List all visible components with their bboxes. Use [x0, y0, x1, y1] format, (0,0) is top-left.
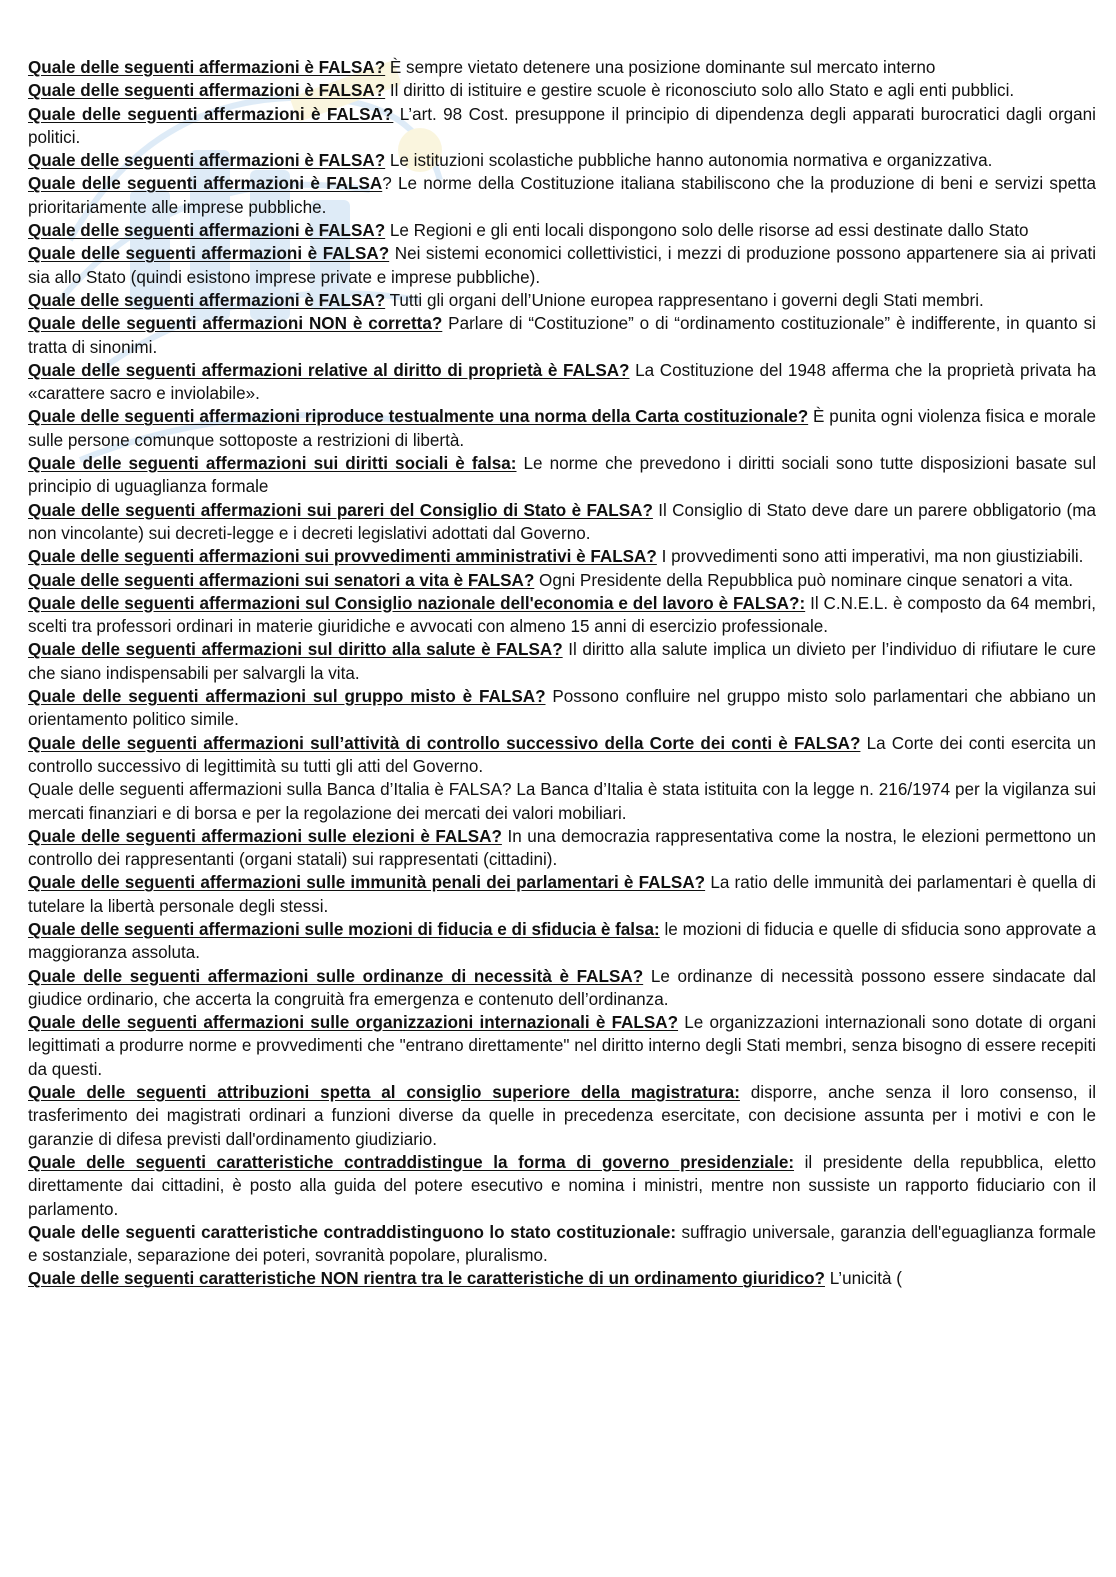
question-text: Quale delle seguenti affermazioni sui provvedimenti amministrativi è FALSA? [28, 547, 657, 567]
qa-entry [28, 359, 1096, 406]
question-text: Quale delle seguenti affermazioni è FALSA [28, 174, 383, 194]
question-text: Quale delle seguenti affermazioni sulle ordinanze di necessità è FALSA? [28, 966, 644, 986]
qa-entry [28, 79, 1096, 102]
answer-text: La ratio delle immunità dei parlamentari è quella di tutelare la libertà personale degli stessi. [28, 873, 1096, 916]
question-text: Quale delle seguenti affermazioni è FALSA? [28, 104, 394, 124]
answer-text: Le istituzioni scolastiche pubbliche hanno autonomia normativa e organizzativa. [385, 151, 993, 171]
qa-entry [28, 965, 1096, 1012]
answer-text: La Costituzione del 1948 afferma che la proprietà privata ha «carattere sacro e inviolabile». [28, 360, 1097, 404]
answer-text: Ogni Presidente della Repubblica può nominare cinque senatori a vita. [534, 570, 1074, 590]
qa-entry [28, 312, 1096, 359]
qa-entry [28, 499, 1096, 546]
question-text: Quale delle seguenti caratteristiche contraddistingue la forma di governo presidenziale: [28, 1152, 795, 1172]
qa-entry [28, 732, 1096, 779]
answer-text: Tutti gli organi dell’Unione europea rappresentano i governi degli Stati membri. [385, 290, 984, 310]
qa-entry [28, 545, 1096, 568]
question-text: Quale delle seguenti affermazioni riproduce testualmente una norma della Carta costituzionale? [28, 407, 809, 427]
answer-text: il presidente della repubblica, eletto direttamente dai cittadini, è posto alla guida del potere esecutivo e nomina i ministri, mentre non sussiste un rapporto fiduciario con il parlamento. [28, 1152, 1097, 1219]
question-text: Quale delle seguenti affermazioni relative al diritto di proprietà è FALSA? [28, 360, 630, 380]
answer-text: Parlare di “Costituzione” o di “ordinamento costituzionale” è indifferente, in quanto si tratta di sinonimi. [28, 314, 1096, 357]
answer-text: Le ordinanze di necessità possono essere sindacate dal giudice ordinario, che accerta la congruità fra emergenza e contenuto dell’ordinanza. [28, 966, 1096, 1009]
question-text: Quale delle seguenti affermazioni sulle mozioni di fiducia e di sfiducia è falsa: [28, 919, 660, 939]
question-text: Quale delle seguenti caratteristiche contraddistinguono lo stato costituzionale: [28, 1222, 677, 1242]
question-text: Quale delle seguenti affermazioni sulle immunità penali dei parlamentari è FALSA? [28, 873, 706, 893]
answer-text: disporre, anche senza il loro consenso, il trasferimento dei magistrati ordinari a funzioni diverse da quelle in precedenza esercitate, con decisione assunta per i motivi e con le garanzie di difesa previsti dall'ordinamento giudiziario. [28, 1083, 1097, 1149]
qa-entry [28, 172, 1096, 219]
answer-text: ? Le norme della Costituzione italiana stabiliscono che la produzione di beni e servizi spetta prioritariamente alle imprese pubbliche. [28, 174, 1096, 217]
answer-text: suffragio universale, garanzia dell'eguaglianza formale e sostanziale, separazione dei poteri, sovranità popolare, pluralismo. [28, 1222, 1096, 1266]
question-text: Quale delle seguenti affermazioni sulle organizzazioni internazionali è FALSA? [28, 1013, 679, 1033]
qa-entry [28, 1151, 1096, 1221]
qa-entry [28, 289, 1096, 312]
qa-entry [28, 592, 1096, 639]
answer-text: Il Consiglio di Stato deve dare un parere obbligatorio (ma non vincolante) sui decreti-legge e i decreti legislativi adottati dal Governo. [28, 500, 1096, 543]
answer-text: Il C.N.E.L. è composto da 64 membri, scelti tra professori ordinari in materie giuridiche e avvocati con almeno 15 anni di esercizio professionale. [28, 593, 1096, 637]
qa-entry [28, 569, 1096, 592]
answer-text: Il diritto alla salute implica un divieto per l’individuo di rifiutare le cure che siano indispensabili per salvargli la vita. [28, 640, 1097, 683]
qa-entry [28, 871, 1096, 918]
qa-entry [28, 1267, 1096, 1290]
qa-entry [28, 149, 1096, 172]
answer-text: L’art. 98 Cost. presuppone il principio di dipendenza degli apparati burocratici dagli organi politici. [28, 104, 1096, 147]
question-text: Quale delle seguenti affermazioni sui senatori a vita è FALSA? [28, 570, 535, 590]
question-text: Quale delle seguenti affermazioni è FALSA? [28, 290, 386, 310]
qa-entry [28, 1221, 1096, 1268]
question-text: Quale delle seguenti affermazioni è FALSA? [28, 151, 386, 171]
answer-text: Le organizzazioni internazionali sono dotate di organi legittimati a produrre norme e provvedimenti che "entrano direttamente" nel diritto interno degli Stati membri, senza bisogno di essere recepiti da questi. [28, 1013, 1096, 1079]
question-text: Quale delle seguenti affermazioni è FALSA? [28, 58, 386, 77]
answer-text: Il diritto di istituire e gestire scuole è riconosciuto solo allo Stato e agli enti pubblici. [385, 81, 1015, 101]
question-text: Quale delle seguenti affermazioni è FALSA? [28, 221, 386, 241]
qa-entry [28, 825, 1096, 872]
answer-text: È punita ogni violenza fisica e morale sulle persone comunque sottoposte a restrizioni di libertà. [28, 407, 1096, 450]
qa-entry [28, 685, 1096, 732]
answer-text: In una democrazia rappresentativa come la nostra, le elezioni permettono un controllo dei rappresentanti (organi statali) sui rappresentati (cittadini). [28, 826, 1096, 870]
qa-entry [28, 1011, 1096, 1081]
question-text: Quale delle seguenti affermazioni sulla Banca d’Italia è FALSA? [28, 780, 512, 800]
question-text: Quale delle seguenti affermazioni sul gruppo misto è FALSA? [28, 687, 546, 707]
answer-text: le mozioni di fiducia e quelle di sfiducia sono approvate a maggioranza assoluta. [28, 919, 1096, 963]
question-text: Quale delle seguenti affermazioni NON è corretta? [28, 314, 443, 334]
question-text: Quale delle seguenti attribuzioni spetta al consiglio superiore della magistratura: [28, 1083, 740, 1103]
qa-entry [28, 918, 1096, 965]
question-text: Quale delle seguenti caratteristiche NON rientra tra le caratteristiche di un ordinamento giuridico? [28, 1269, 825, 1289]
document-body [28, 56, 1096, 1291]
qa-entry [28, 56, 1096, 79]
question-text: Quale delle seguenti affermazioni sulle elezioni è FALSA? [28, 826, 502, 846]
question-text: Quale delle seguenti affermazioni sui diritti sociali è falsa: [28, 454, 517, 474]
question-text: Quale delle seguenti affermazioni sul Consiglio nazionale dell'economia e del lavoro è FALSA?: [28, 593, 806, 613]
qa-entry [28, 638, 1096, 685]
answer-text: Nei sistemi economici collettivistici, i mezzi di produzione possono appartenere sia ai privati sia allo Stato (quindi esistono imprese private e imprese pubbliche). [28, 244, 1097, 287]
question-text: Quale delle seguenti affermazioni è FALSA? [28, 81, 386, 101]
qa-entry [28, 778, 1096, 825]
answer-text: Possono confluire nel gruppo misto solo parlamentari che abbiano un orientamento politico simile. [28, 687, 1097, 730]
qa-entry [28, 103, 1096, 150]
answer-text: Le Regioni e gli enti locali dispongono solo delle risorse ad essi destinate dallo Stato [385, 221, 1029, 241]
answer-text: La Corte dei conti esercita un controllo successivo di legittimità su tutti gli atti del Governo. [28, 733, 1096, 776]
answer-text: I provvedimenti sono atti imperativi, ma non giustiziabili. [656, 547, 1084, 567]
question-text: Quale delle seguenti affermazioni sui pareri del Consiglio di Stato è FALSA? [28, 500, 653, 520]
answer-text: Le norme che prevedono i diritti sociali sono tutte disposizioni basate sul principio di uguaglianza formale [28, 454, 1096, 497]
qa-entry [28, 405, 1096, 452]
answer-text: La Banca d’Italia è stata istituita con la legge n. 216/1974 per la vigilanza sui mercati finanziari e di borsa e per la regolazione dei mercati dei valori mobiliari. [28, 780, 1097, 823]
answer-text: L’unicità ( [824, 1269, 902, 1289]
qa-entry [28, 452, 1096, 499]
answer-text: È sempre vietato detenere una posizione dominante sul mercato interno [385, 58, 936, 77]
question-text: Quale delle seguenti affermazioni sull’attività di controllo successivo della Corte dei conti è FALSA? [28, 733, 861, 753]
qa-entry [28, 242, 1096, 289]
qa-entry [28, 219, 1096, 242]
question-text: Quale delle seguenti affermazioni sul diritto alla salute è FALSA? [28, 640, 563, 660]
question-text: Quale delle seguenti affermazioni è FALSA? [28, 244, 390, 264]
qa-entry [28, 1081, 1096, 1151]
